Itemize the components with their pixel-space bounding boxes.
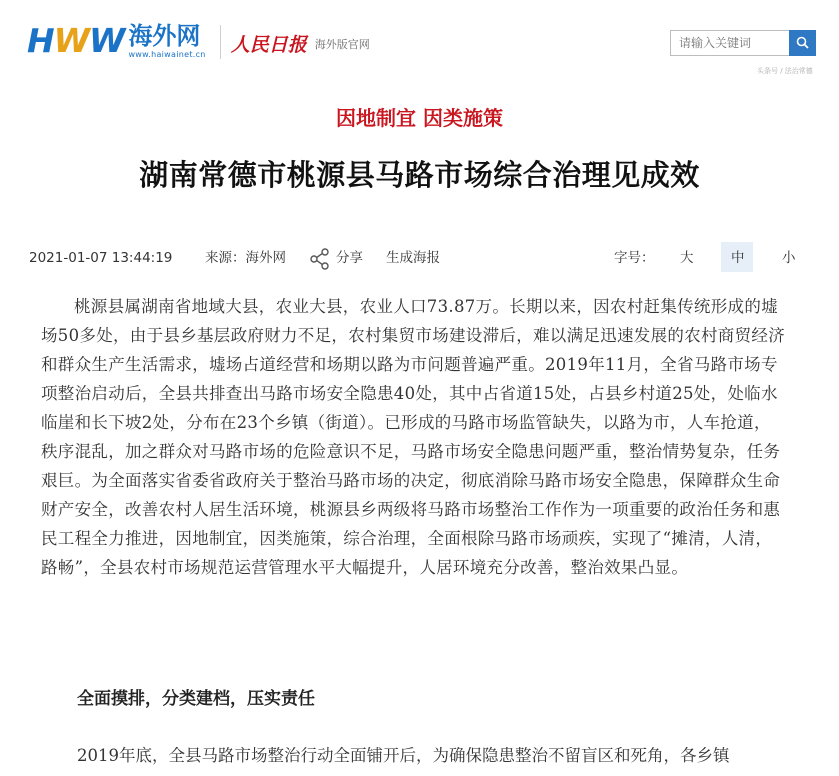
- article-paragraph: 2019年底，全县马路市场整治行动全面铺开后，为确保隐患整治不留盲区和死角，各乡镇: [77, 746, 730, 765]
- article-meta: [29, 248, 819, 268]
- article-body: [41, 292, 786, 582]
- partner-logo: 人民日报: [230, 34, 307, 56]
- partner-subtitle: 海外版官网: [314, 38, 370, 51]
- share-icon[interactable]: [310, 248, 330, 276]
- font-size-large[interactable]: 大: [680, 250, 694, 266]
- logo-url: www.haiwainet.cn: [128, 50, 206, 59]
- logo-cn-name: 海外网: [128, 21, 201, 50]
- logo-text-group: [128, 22, 205, 59]
- article-kicker: 因地制宜 因类施策: [336, 106, 503, 130]
- font-size-small[interactable]: 小: [782, 250, 796, 266]
- search-box: [670, 30, 816, 56]
- article-subheading: 全面摸排，分类建档，压实责任: [77, 689, 315, 709]
- logo-divider: [220, 25, 221, 59]
- search-icon: [796, 36, 809, 49]
- watermark: 头条号 / 法治常德: [757, 67, 813, 75]
- search-input[interactable]: [670, 30, 789, 56]
- font-size-label: 字号：: [614, 250, 655, 266]
- font-size-medium[interactable]: 中: [731, 250, 745, 266]
- article-paragraph: 桃源县属湖南省地域大县，农业大县，农业人口73.87万。长期以来，因农村赶集传统形成的墟场50多处，由于县乡基层政府财力不足，农村集贸市场建设滞后，难以满足迅速发展的农村商贸经济和群众生产生活需求，墟场占道经营和场期以路为市问题普遍严重。2019年11月，全省马路市场专项整治启动后，全县共排查出马路市场安全隐患40处，其中占省道15处，占县乡村道25处，处临水临崖和长下坡2处，分布在23个乡镇（街道）。已形成的马路市场监管缺失，以路为市，人车抢道，秩序混乱，加之群众对马路市场的危险意识不足，马路市场安全隐患问题严重，整治情势复杂，任务艰巨。为全面落实省委省政府关于整治马路市场的决定，彻底消除马路市场安全隐患，保障群众生命财产安全，改善农村人居生活环境，桃源县乡两级将马路市场整治工作作为一项重要的政治任务和惠民工程全力推进，因地制宜，因类施策，综合治理，全面根除马路市场顽疾，实现了“摊清，人清，路畅”，全县农村市场规范运营管理水平大幅提升，人居环境充分改善，整治效果凸显。: [41, 297, 785, 577]
- article-source: 来源：海外网: [205, 250, 286, 266]
- site-header: [0, 0, 839, 80]
- logo-mark: HWW: [27, 21, 125, 60]
- share-button[interactable]: 分享: [336, 250, 363, 266]
- generate-poster-button[interactable]: 生成海报: [386, 250, 440, 266]
- site-logo[interactable]: [27, 22, 370, 59]
- article-title: 湖南常德市桃源县马路市场综合治理见成效: [139, 158, 700, 192]
- search-button[interactable]: [789, 30, 816, 56]
- publish-datetime: 2021-01-07 13:44:19: [29, 250, 173, 266]
